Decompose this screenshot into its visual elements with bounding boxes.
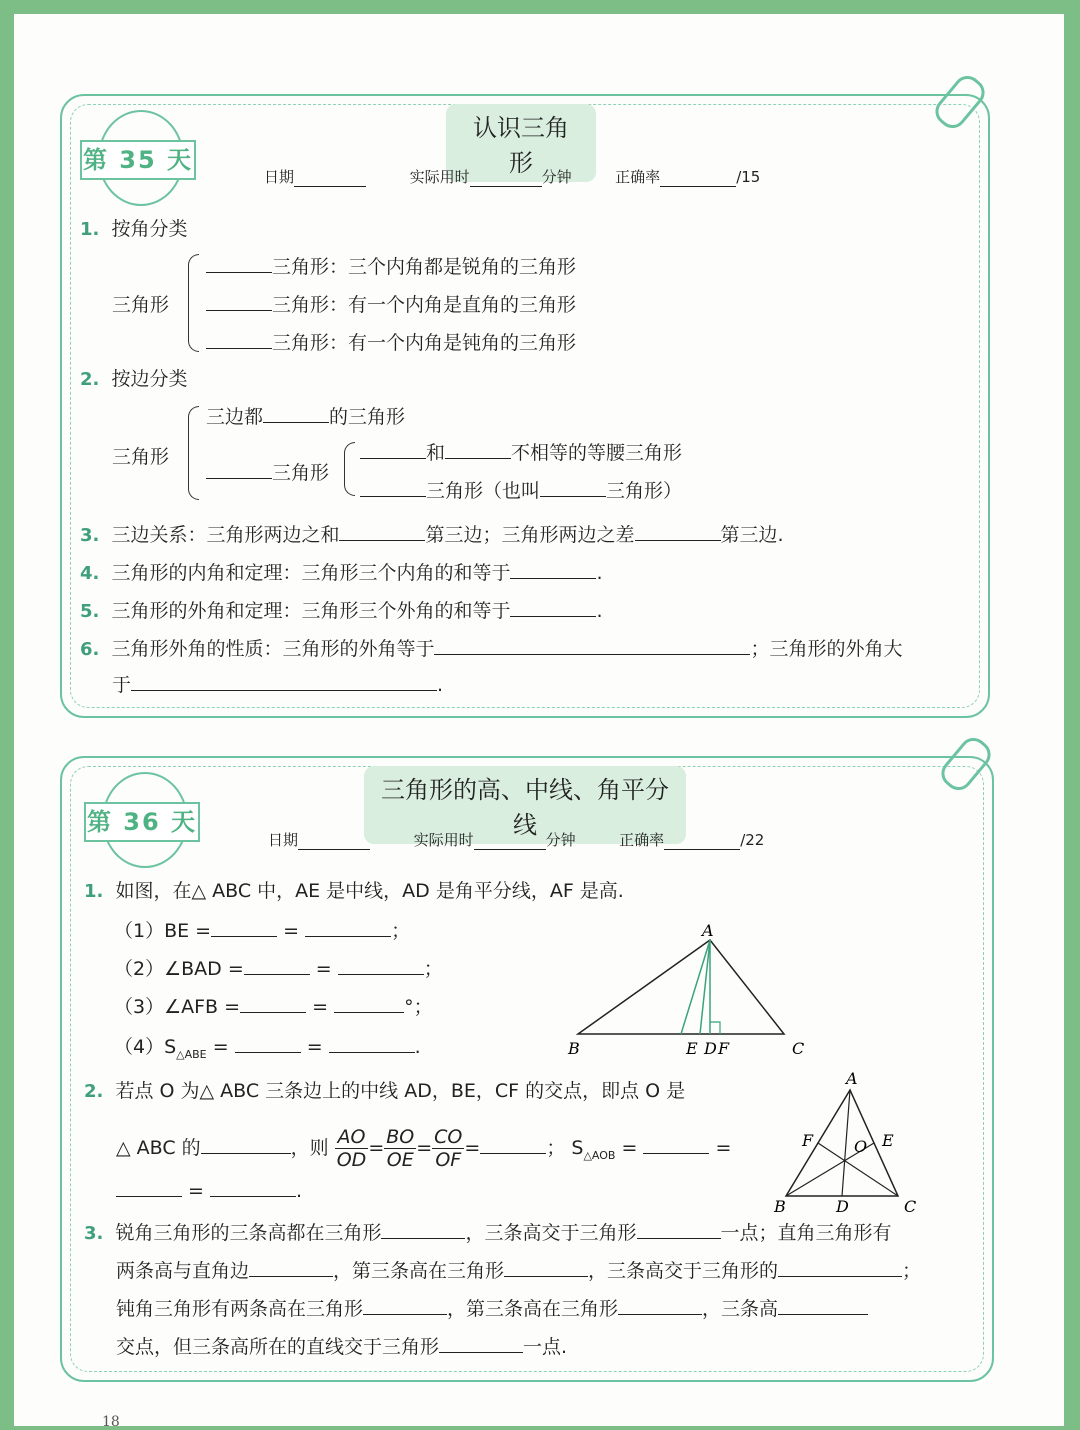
d35-q2-s2: 三角形（也叫 三角形） [360, 476, 682, 503]
label-F: F [718, 1039, 730, 1058]
time-unit: 分钟 [545, 831, 576, 849]
d35-q2-root: 三角形 [112, 446, 170, 468]
triangle-figure-1 [562, 922, 812, 1062]
d35-q4: 4. 三角形的内角和定理：三角形三个内角的和等于 . [80, 562, 603, 584]
d36-q3-l1: 3. 锐角三角形的三条高都在三角形 ，三条高交于三角形 一点；直角三角形有 [84, 1222, 892, 1244]
d35-q1-item: 三角形：三个内角都是锐角的三角形 [206, 252, 576, 279]
d36-q3-l4: 交点，但三条高所在的直线交于三角形 一点. [116, 1336, 568, 1358]
label-B: B [774, 1197, 786, 1216]
d35-q1-item: 三角形：有一个内角是钝角的三角形 [206, 328, 576, 355]
d35-q1-item: 三角形：有一个内角是直角的三角形 [206, 290, 576, 317]
d36-q2: 2. 若点 O 为△ ABC 三条边上的中线 AD，BE，CF 的交点，即点 O 是 [84, 1080, 686, 1102]
d36-q1-p4: $(4)S_{\triangle ABE}$ = = . [114, 1036, 421, 1061]
d36-q1: 1. 如图，在△ ABC 中，AE 是中线，AD 是角平分线，AF 是高. [84, 880, 624, 902]
time-label: 实际用时 [413, 831, 474, 849]
label-D: D [704, 1039, 717, 1058]
d35-q6-cont: 于 . [112, 674, 444, 696]
time-field[interactable] [470, 172, 542, 187]
page-number: 18 [102, 1414, 120, 1430]
d35-q1-root: 三角形 [112, 294, 170, 316]
time-unit: 分钟 [541, 168, 572, 186]
d36-q1-p2: （2）∠BAD = = ； [114, 958, 443, 980]
d35-q6: 6. 三角形外角的性质：三角形的外角等于 ；三角形的外角大 [80, 638, 903, 660]
day35-badge [80, 110, 196, 210]
d35-q3: 3. 三边关系：三角形两边之和 第三边；三角形两边之差 第三边. [80, 524, 784, 546]
d36-q1-p1: （1）BE = = ； [114, 920, 411, 942]
d35-q1: 1. 按角分类 [80, 218, 188, 240]
label-A: A [702, 922, 714, 940]
fraction: $\frac{BO}{OE}$ [386, 1126, 415, 1171]
brace [188, 254, 199, 352]
accuracy-field[interactable] [660, 172, 736, 187]
accuracy-label: 正确率 [615, 168, 661, 186]
label-C: C [904, 1197, 917, 1216]
d35-q2-l2: 三角形 [206, 458, 329, 485]
day36-title: 三角形的高、中线、角平分线 [364, 766, 686, 844]
day36-badge [84, 772, 200, 872]
accuracy-total: /15 [736, 168, 761, 186]
label-E: E [882, 1131, 894, 1150]
d35-q2-l1: 三边都 的三角形 [206, 406, 406, 428]
day36-info [268, 829, 764, 850]
date-field[interactable] [294, 172, 366, 187]
accuracy-total: /22 [740, 831, 765, 849]
brace [188, 406, 199, 500]
d36-q3-l3: 钝角三角形有两条高在三角形 ，第三条高在三角形 ，三条高 [116, 1294, 868, 1321]
d36-q3-l2: 两条高与直角边 ，第三条高在三角形 ，三条高交于三角形的 ； [116, 1260, 922, 1282]
date-label: 日期 [264, 168, 295, 186]
date-field[interactable] [298, 835, 370, 850]
date-label: 日期 [268, 831, 299, 849]
label-F: F [802, 1131, 814, 1150]
label-E: E [686, 1039, 698, 1058]
d35-q2-s1: 和 不相等的等腰三角形 [360, 438, 682, 465]
d36-q1-p3: （3）∠AFB = = °； [114, 996, 433, 1018]
day35-card [60, 94, 990, 718]
brace [344, 442, 355, 496]
day36-badge-label: 第 36 天 [84, 802, 200, 842]
label-C: C [792, 1039, 805, 1058]
fraction: $\frac{AO}{OD}$ [336, 1126, 367, 1171]
d35-q5: 5. 三角形的外角和定理：三角形三个外角的和等于 . [80, 600, 603, 622]
label-O: O [854, 1137, 868, 1156]
day35-title: 认识三角形 [446, 104, 596, 182]
triangle-figure-2 [770, 1070, 920, 1216]
workbook-page [14, 14, 1064, 1430]
d36-q2-line3: = . [116, 1178, 302, 1202]
day35-badge-label: 第 35 天 [80, 140, 196, 180]
d36-q2-line2: △ ABC 的 ，则 $\frac{AO}{OD}$ = $\frac{BO}{OE}$ = $\frac{CO}{OF}$ = ； $S_{\triangle AOB}$ = = [116, 1126, 732, 1171]
accuracy-label: 正确率 [619, 831, 665, 849]
time-field[interactable] [474, 835, 546, 850]
fraction: $\frac{CO}{OF}$ [434, 1126, 463, 1171]
label-A: A [846, 1070, 858, 1088]
day35-info [264, 166, 760, 187]
label-B: B [568, 1039, 580, 1058]
label-D: D [836, 1197, 849, 1216]
accuracy-field[interactable] [664, 835, 740, 850]
d35-q2: 2. 按边分类 [80, 368, 188, 390]
time-label: 实际用时 [409, 168, 470, 186]
